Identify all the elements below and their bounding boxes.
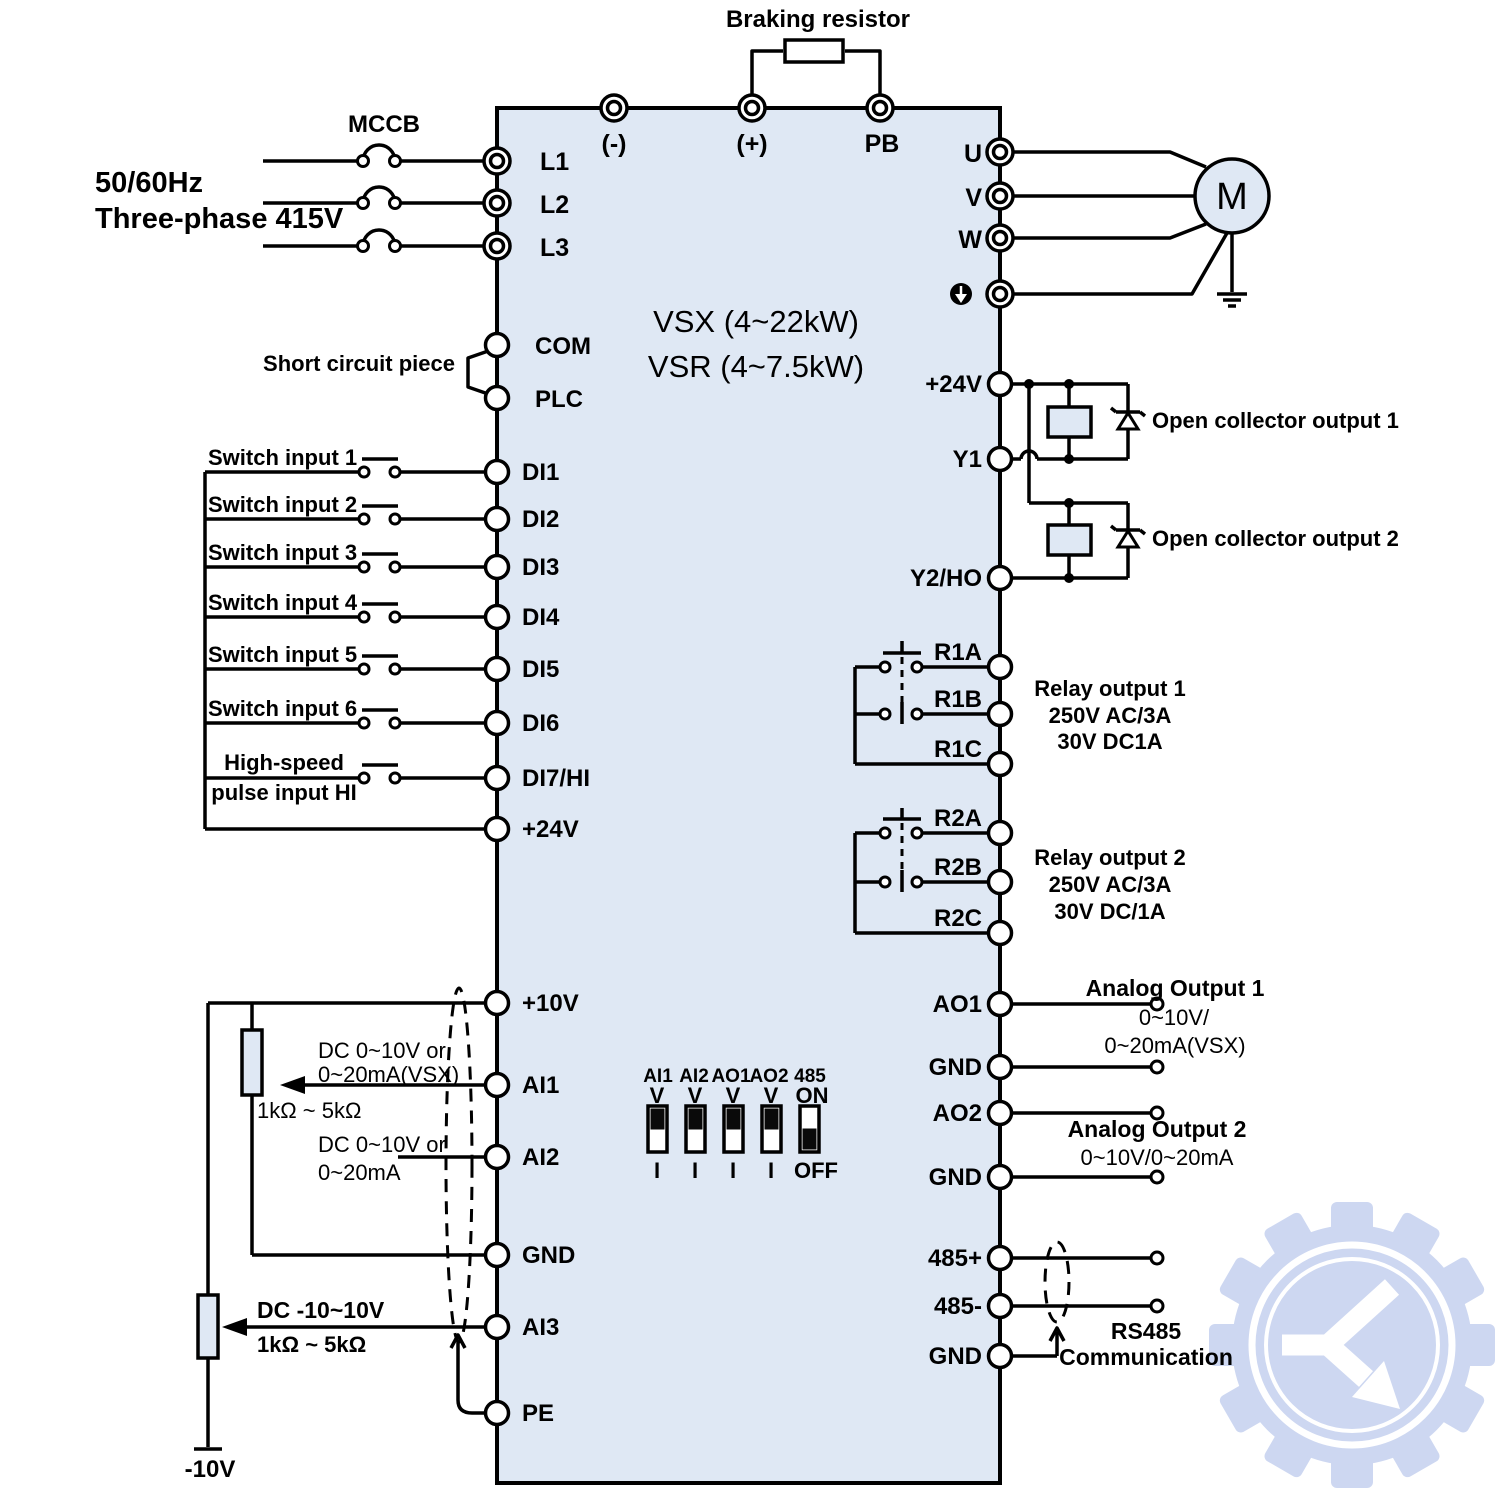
rs485-caption-1: RS485 [1110,1318,1182,1344]
dip-label-ao1: AO1 [711,1066,751,1087]
terminal-label-l1: L1 [540,148,570,176]
terminal-r1a [989,656,1012,679]
switch-input-3-label: Switch input 3 [208,540,358,565]
terminal-485n [989,1295,1012,1318]
terminal-r2b [989,871,1012,894]
potentiometer-2 [198,1295,218,1358]
device-title-2: VSR (4~7.5kW) [647,349,865,384]
open-collector-2-label: Open collector output 2 [1152,526,1399,551]
terminal-r1b [989,703,1012,726]
terminal-label-l3: L3 [540,234,570,262]
open-collector-1-label: Open collector output 1 [1152,408,1399,433]
dip-label-ao2: AO2 [749,1066,789,1087]
terminal-label-di3: DI3 [522,554,560,581]
dip-bottom-i1: I [653,1158,661,1183]
supply-frequency: 50/60Hz [95,167,204,199]
terminal-gnd-485 [989,1345,1012,1368]
terminal-label-pe: PE [522,1400,555,1427]
terminal-r1c [989,753,1012,776]
terminal-plus [739,95,765,121]
ai3-note-1: DC -10~10V [257,1297,385,1323]
terminal-r2c [989,922,1012,945]
terminal-label-pb: PB [864,130,900,158]
device-title-1: VSX (4~22kW) [653,304,859,339]
pot1-value: 1kΩ ~ 5kΩ [257,1098,362,1123]
terminal-24v-right [989,373,1012,396]
terminal-l3 [484,233,510,259]
terminal-label-r1c: R1C [933,736,982,763]
ai2-note-1: DC 0~10V or [318,1132,446,1157]
braking-resistor-circuit [752,40,880,108]
mccb-label: MCCB [348,111,420,138]
switch-input-6-label: Switch input 6 [208,696,358,721]
terminal-com [486,334,509,357]
terminal-label-r1a: R1A [933,639,982,666]
terminal-label-ai1: AI1 [522,1072,560,1099]
terminal-gnd-ao2 [989,1166,1012,1189]
terminal-di4 [486,606,509,629]
analog-output-2-range: 0~10V/0~20mA [1080,1145,1234,1170]
ai3-wiper-arrow [222,1318,247,1336]
terminal-r2a [989,822,1012,845]
dip-top-v2: V [687,1083,703,1108]
terminal-label-di1: DI1 [522,459,560,486]
dip-switch-ai2 [686,1106,705,1152]
ai2-note-2: 0~20mA [318,1160,401,1185]
high-speed-label-1: High-speed [224,750,344,775]
protective-earth-icon [950,283,972,305]
terminal-label-di6: DI6 [522,710,560,737]
dip-bottom-i4: I [767,1158,775,1183]
braking-resistor-symbol [785,40,843,62]
terminal-v [987,183,1013,209]
supply-phase: Three-phase 415V [95,203,344,235]
supply-wires [263,145,486,252]
analog-output-1-range-1: 0~10V/ [1138,1005,1210,1030]
terminal-pe-power [987,281,1013,307]
watermark-gear-logo [1209,1202,1495,1488]
terminal-minus [601,95,627,121]
terminal-ao2 [989,1102,1012,1125]
terminal-label-w: W [958,226,982,254]
terminal-label-minus: (-) [601,130,627,158]
neg10v-label: -10V [184,1456,236,1483]
dip-switch-ai1 [648,1106,667,1152]
relay1-caption-3: 30V DC1A [1057,729,1163,754]
relay2-caption-1: Relay output 2 [1034,845,1186,870]
terminal-label-10v: +10V [522,990,579,1017]
switch-input-1-label: Switch input 1 [208,445,358,470]
flyback-diode-1-triangle [1118,413,1138,429]
terminal-label-ao1: AO1 [932,991,982,1018]
dip-label-ai1: AI1 [643,1066,673,1087]
terminal-ao1 [989,993,1012,1016]
terminal-u [987,139,1013,165]
dip-switch-485 [800,1106,819,1152]
terminal-l1 [484,148,510,174]
dip-label-ai2: AI2 [679,1066,709,1087]
terminal-label-485p: 485+ [927,1245,982,1272]
ai3-note-2: 1kΩ ~ 5kΩ [257,1332,367,1357]
shield-cable-ellipse-rs485 [1045,1242,1069,1322]
terminal-485p [989,1247,1012,1270]
terminal-label-plus: (+) [736,130,768,158]
switch-input-2-label: Switch input 2 [208,492,358,517]
ai1-wiper-arrow [280,1076,305,1094]
terminal-label-485n: 485- [933,1293,982,1320]
braking-resistor-label: Braking resistor [725,6,911,33]
terminal-pe [486,1402,509,1425]
terminal-label-gnd-485: GND [928,1343,982,1370]
terminal-l2 [484,190,510,216]
ai1-note-2: 0~20mA(VSX) [318,1062,460,1087]
shield-cable-ellipse-analog [446,988,472,1342]
relay2-caption-3: 30V DC/1A [1054,899,1166,924]
dip-bottom-i2: I [691,1158,699,1183]
terminal-gnd-ao1 [989,1056,1012,1079]
dip-switch-ao1 [724,1106,743,1152]
high-speed-label-2: pulse input HI [211,780,357,805]
terminal-24v-left [486,818,509,841]
terminal-label-r2b: R2B [933,854,982,881]
terminal-label-ai3: AI3 [522,1314,560,1341]
terminal-di6 [486,712,509,735]
motor-label: M [1216,176,1248,218]
ai1-note-1: DC 0~10V or [318,1038,446,1063]
potentiometer-1 [242,1030,262,1095]
flyback-diode-2-triangle [1118,531,1138,547]
terminal-y2 [989,567,1012,590]
terminal-label-gnd-ao2: GND [928,1164,982,1191]
dip-bottom-off: OFF [794,1158,838,1183]
terminal-pb [867,95,893,121]
terminal-label-u: U [963,140,982,168]
terminal-label-r2c: R2C [933,905,982,932]
motor-ground-icon [1217,294,1247,306]
terminal-label-24v-left: +24V [522,816,579,843]
terminal-label-di5: DI5 [522,656,560,683]
terminal-label-24v-right: +24V [925,371,982,398]
terminal-y1 [989,448,1012,471]
relay1-caption-2: 250V AC/3A [1048,703,1172,728]
terminal-plc [486,387,509,410]
shield-drain-to-pe [458,1340,484,1413]
dip-switch-ao2 [762,1106,781,1152]
terminal-label-di2: DI2 [522,506,560,533]
terminal-label-ai2: AI2 [522,1144,560,1171]
terminal-ai2 [486,1146,509,1169]
dip-bottom-i3: I [729,1158,737,1183]
dip-top-v3: V [725,1083,741,1108]
terminal-di2 [486,508,509,531]
switch-input-5-label: Switch input 5 [208,642,358,667]
analog-output-2-caption: Analog Output 2 [1067,1116,1247,1142]
terminal-di3 [486,556,509,579]
oc-load-2 [1048,525,1091,555]
terminal-label-y2: Y2/HO [909,565,982,592]
terminal-label-com: COM [535,333,591,360]
terminal-label-gnd-ao1: GND [928,1054,982,1081]
dip-top-on: ON [795,1083,829,1108]
terminal-ai1 [486,1074,509,1097]
terminal-di5 [486,658,509,681]
terminal-label-gnd-left: GND [522,1242,576,1269]
terminal-label-r2a: R2A [933,805,982,832]
terminal-di1 [486,461,509,484]
dip-label-485: 485 [794,1066,826,1087]
terminal-label-l2: L2 [540,191,570,219]
terminal-ai3 [486,1316,509,1339]
switch-input-4-label: Switch input 4 [208,590,358,615]
relay2-caption-2: 250V AC/3A [1048,872,1172,897]
terminal-label-y1: Y1 [952,446,982,473]
dip-top-v4: V [763,1083,779,1108]
terminal-label-ao2: AO2 [932,1100,982,1127]
terminal-label-r1b: R1B [933,686,982,713]
terminal-10v [486,992,509,1015]
terminal-label-plc: PLC [535,386,583,413]
terminal-di7 [486,767,509,790]
terminal-label-di7: DI7/HI [522,765,591,792]
analog-output-1-range-2: 0~20mA(VSX) [1104,1033,1246,1058]
terminal-label-di4: DI4 [522,604,560,631]
terminal-label-v: V [965,184,982,212]
dip-top-v1: V [649,1083,665,1108]
analog-output-1-caption: Analog Output 1 [1085,975,1265,1001]
rs485-caption-2: Communication [1059,1344,1233,1370]
oc-load-1 [1048,407,1091,437]
relay1-caption-1: Relay output 1 [1034,676,1186,701]
short-circuit-piece-label: Short circuit piece [263,351,455,376]
terminal-w [987,225,1013,251]
terminal-gnd-left [486,1244,509,1267]
